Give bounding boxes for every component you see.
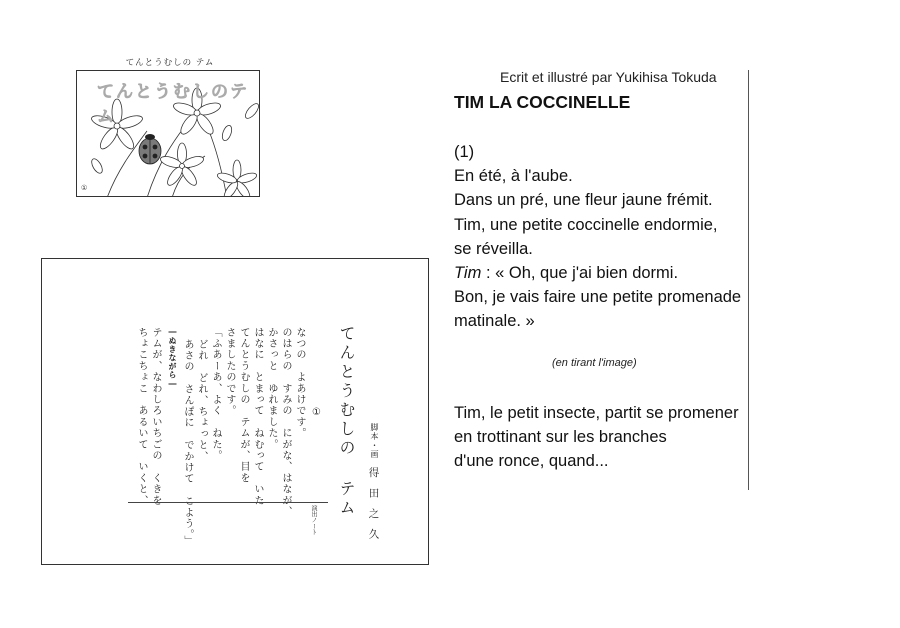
script-line: のはらの すみの にがな、はなが、 bbox=[280, 327, 291, 518]
thumbnail-caption: てんとうむしの テム bbox=[125, 58, 215, 68]
thumbnail-panel-number: ① bbox=[81, 184, 88, 192]
script-line: ちょこちょこ あるいて いくと、 bbox=[136, 327, 147, 507]
thumbnail-overlay-title: てんとうむしのテム bbox=[97, 82, 249, 127]
script-line: はなに とまって ねむって いた bbox=[252, 327, 263, 507]
story-line: Tim, le petit insecte, partit se promener bbox=[454, 404, 739, 422]
speech-text: : « Oh, que j'ai bien dormi. bbox=[481, 264, 679, 283]
japanese-script-card bbox=[41, 258, 429, 565]
note-divider bbox=[128, 502, 328, 503]
story-line: (1) bbox=[454, 143, 475, 161]
script-line: あさの さんぽに でかけて こよう。」 bbox=[182, 339, 193, 547]
story-title: TIM LA COCCINELLE bbox=[454, 92, 631, 112]
note-label: 演出ノート bbox=[310, 505, 317, 535]
script-line: テムが、なわしろいちごの くきを bbox=[150, 327, 161, 507]
speech-line bbox=[454, 261, 741, 285]
script-line: かさっと ゆれました。 bbox=[266, 327, 277, 451]
script-line: さましたのです。 bbox=[224, 327, 235, 417]
story-line: En été, à l'aube. bbox=[454, 167, 573, 186]
speech-line: matinale. » bbox=[454, 312, 535, 331]
script-author-name: 得田之久 bbox=[367, 467, 380, 549]
thumbnail-illustration bbox=[76, 70, 260, 197]
script-title: てんとうむしの テム bbox=[337, 325, 356, 518]
script-line: 「ふあーあ、よく ねた。 bbox=[210, 327, 221, 462]
script-scene-number: ① bbox=[312, 407, 321, 418]
story-line: Tim, une petite coccinelle endormie, bbox=[454, 215, 718, 234]
speaker-name: Tim bbox=[454, 264, 482, 283]
story-line: Dans un pré, une fleur jaune frémit. bbox=[454, 191, 713, 210]
ladybug-icon bbox=[139, 134, 161, 164]
speech-line: Bon, je vais faire une petite promenade bbox=[454, 288, 742, 307]
author-credit: Ecrit et illustré par Yukihisa Tokuda bbox=[500, 69, 717, 85]
stage-direction: (en tirant l'image) bbox=[552, 357, 637, 369]
right-margin-line bbox=[748, 70, 749, 490]
story-text-part2 bbox=[454, 401, 739, 474]
script-line: どれ どれ、ちょっと、 bbox=[196, 339, 207, 463]
script-line: てんとうむしの テムが、目を bbox=[238, 327, 249, 484]
script-stage-cue: ―ぬきながら― bbox=[168, 327, 177, 389]
story-line: en trottinant sur les branches bbox=[454, 428, 667, 447]
story-text-part1 bbox=[454, 140, 741, 334]
script-author-label: 脚本・画 bbox=[370, 423, 379, 459]
story-line: d'une ronce, quand... bbox=[454, 452, 609, 471]
story-line: se réveilla. bbox=[454, 239, 533, 258]
script-line: なつの よあけです。 bbox=[294, 327, 305, 439]
